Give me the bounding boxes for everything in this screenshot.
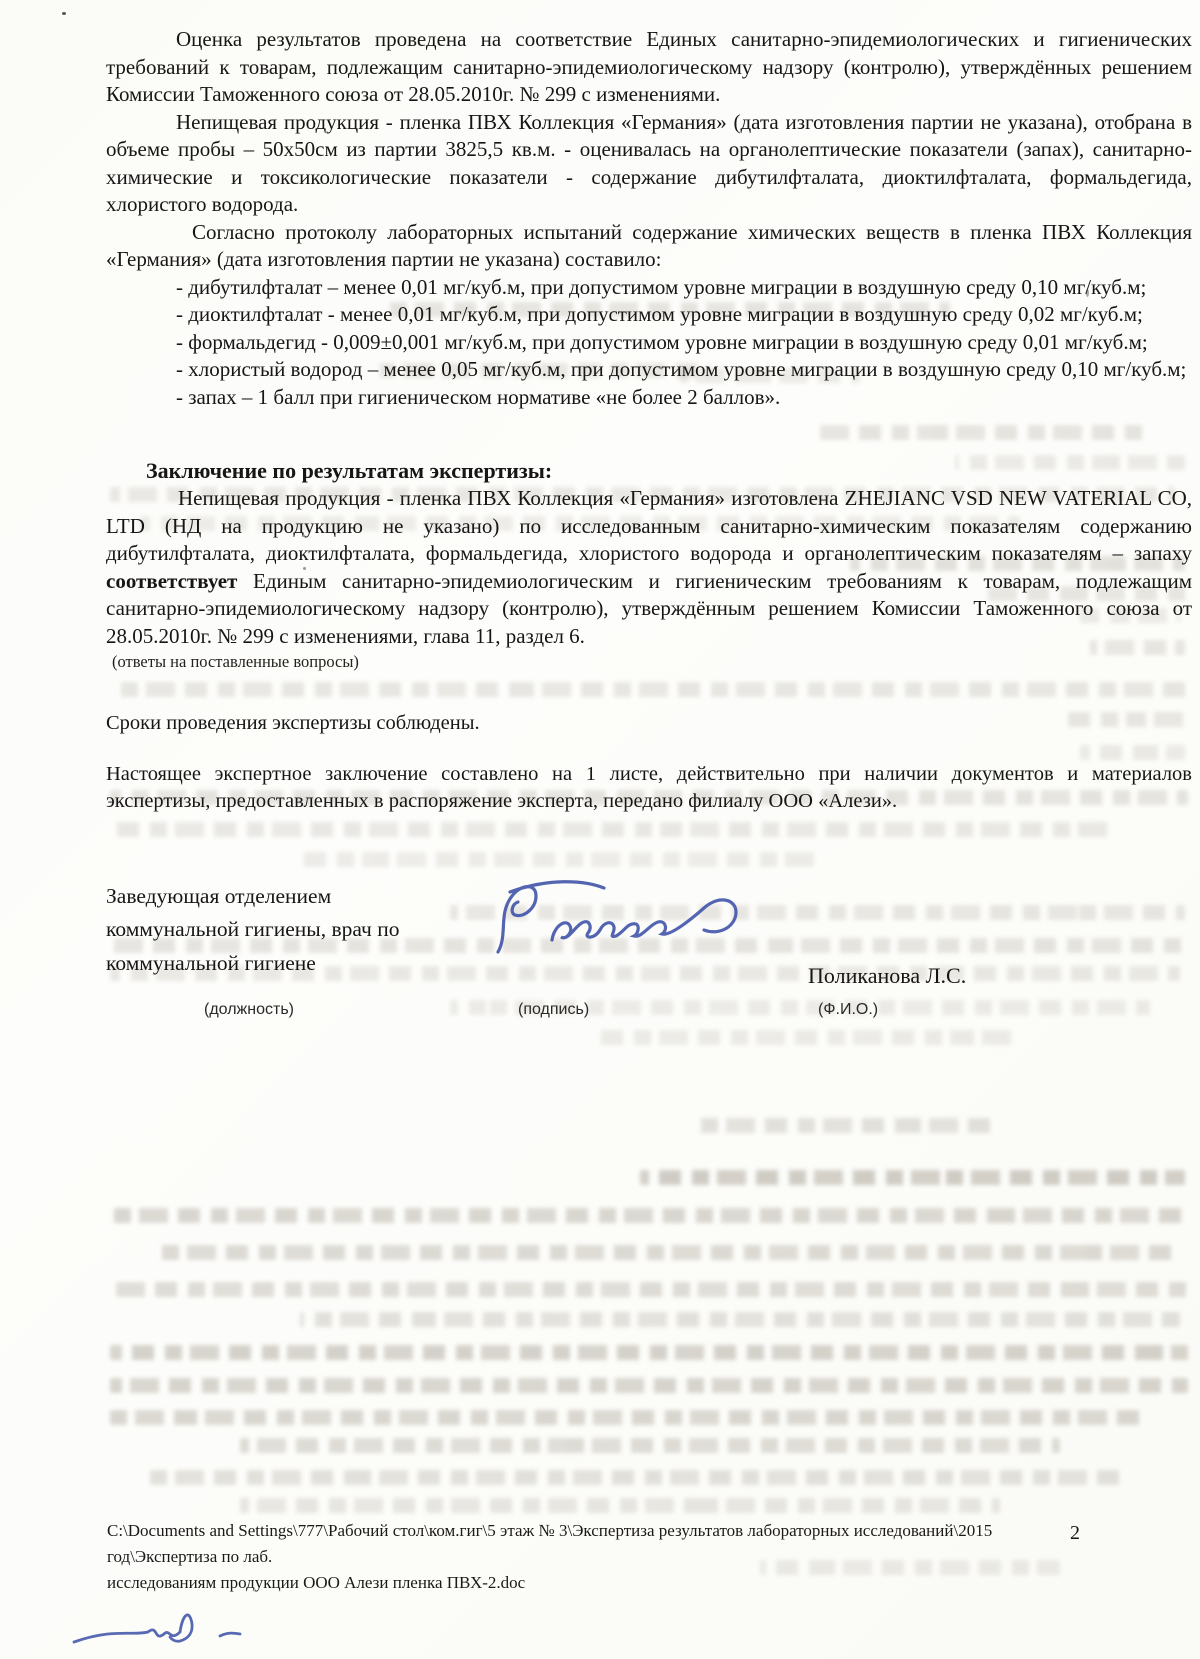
bleedthrough-row xyxy=(110,1410,1150,1425)
bleedthrough-row xyxy=(640,1170,1185,1185)
bleedthrough-row xyxy=(110,1378,1188,1393)
name-label: (Ф.И.О.) xyxy=(818,1000,879,1018)
position-title: Заведующая отделением коммунальной гигиены, врач по коммунальной гигиене xyxy=(106,883,400,975)
bleedthrough-row xyxy=(240,1438,1060,1453)
conclusion-heading: Заключение по результатам экспертизы: xyxy=(146,458,553,483)
handwritten-signature xyxy=(488,848,768,958)
list-item-odor: - запах – 1 балл при гигиеническом нормативе «не более 2 баллов». xyxy=(176,384,781,409)
list-item-hydrogen-chloride: - хлористый водород – менее 0,05 мг/куб.м, при допустимом уровне миграции в воздушную среду 0,10 мг/куб.м; xyxy=(176,357,1187,381)
footer-path-line-1: C:\Documents and Settings\777\Рабочий стол\ком.гиг\5 этаж № 3\Экспертиза результатов лабораторных исследований\2015 год\Экспертиза по лаб. xyxy=(107,1521,993,1566)
bleedthrough-row xyxy=(160,1245,1180,1260)
bleedthrough-row xyxy=(110,1208,1188,1223)
bleedthrough-row xyxy=(150,1470,1130,1485)
paragraph-product-description: Непищевая продукция - пленка ПВХ Коллекция «Германия» (дата изготовления партии не указана), отобрана в объеме пробы – 50х50см из партии 3825,5 кв.м. - оценивалась на органолептические показатели (запах), санитарно-химические и токсикологические показатели - содержание дибутилфталата, диоктилфталата, формальдегида, хлористого водорода. xyxy=(106,109,1192,216)
paragraph-protocol-intro: Согласно протоколу лабораторных испытаний содержание химических веществ в пленка ПВХ Коллекция «Германия» (дата изготовления партии не указана) составило: xyxy=(106,219,1192,271)
conclusion-paragraph xyxy=(106,485,1192,650)
terms-statement: Сроки проведения экспертизы соблюдены. xyxy=(106,712,480,734)
conclusion-bold-word: соответствует xyxy=(106,568,238,593)
signature-label: (подпись) xyxy=(518,1000,590,1018)
expert-name: Поликанова Л.С. xyxy=(808,962,967,988)
footer-path-line-2: исследованиям продукции ООО Алези пленка ПВХ-2.doc xyxy=(107,1573,526,1592)
conclusion-text-before: Непищевая продукция - пленка ПВХ Коллекция «Германия» изготовлена ZHEJIANC VSD NEW VATERIAL CO, LTD (НД на продукцию не указано) по исследованным санитарно-химическим показателям содержанию дибутилфталата, диоктилфталата, формальдегида, хлористого водорода и органолептическим показателям – запаху xyxy=(106,486,1192,565)
conclusion-text-after: Единым санитарно-эпидемиологическим и гигиеническим требованиям к товарам, подлежащим санитарно-эпидемиологическому надзору (контролю), утверждённым решением Комиссии Таможенного союза от 28.05.2010г. № 299 с изменениями, глава 11, раздел 6. xyxy=(106,568,1192,648)
handwritten-scribble xyxy=(68,1590,268,1659)
bleedthrough-row xyxy=(110,1345,1188,1360)
scan-speck xyxy=(62,12,66,15)
bleedthrough-row xyxy=(300,1312,1180,1327)
signature-block xyxy=(106,880,1192,1040)
answers-note: (ответы на поставленные вопросы) xyxy=(112,652,359,671)
validity-statement: Настоящее экспертное заключение составлено на 1 листе, действительно при наличии документов и материалов экспертизы, предоставленных в распоряжение эксперта, передано филиалу ООО «Алези». xyxy=(106,762,1192,812)
page-number: 2 xyxy=(1070,1522,1080,1544)
bleedthrough-row xyxy=(690,1118,990,1133)
position-label: (должность) xyxy=(204,1000,294,1018)
bleedthrough-row xyxy=(240,1498,1000,1513)
footer-file-path xyxy=(107,1518,1087,1596)
bleedthrough-row xyxy=(110,1282,1188,1297)
list-item-dioctyl-phthalate: - диоктилфталат - менее 0,01 мг/куб.м, при допустимом уровне миграции в воздушную среду 0,02 мг/куб.м; xyxy=(176,302,1143,326)
document-body xyxy=(106,0,1192,1040)
list-item-dibutyl-phthalate: - дибутилфталат – менее 0,01 мг/куб.м, при допустимом уровне миграции в воздушную среду 0,10 мг/куб.м; xyxy=(176,274,1147,299)
paragraph-assessment: Оценка результатов проведена на соответствие Единых санитарно-эпидемиологических и гигиенических требований к товарам, подлежащим санитарно-эпидемиологическому надзору (контролю), утверждённых решением Комиссии Таможенного союза от 28.05.2010г. № 299 с изменениями. xyxy=(106,27,1192,106)
list-item-formaldehyde: - формальдегид - 0,009±0,001 мг/куб.м, при допустимом уровне миграции в воздушную среду 0,01 мг/куб.м; xyxy=(176,329,1148,354)
